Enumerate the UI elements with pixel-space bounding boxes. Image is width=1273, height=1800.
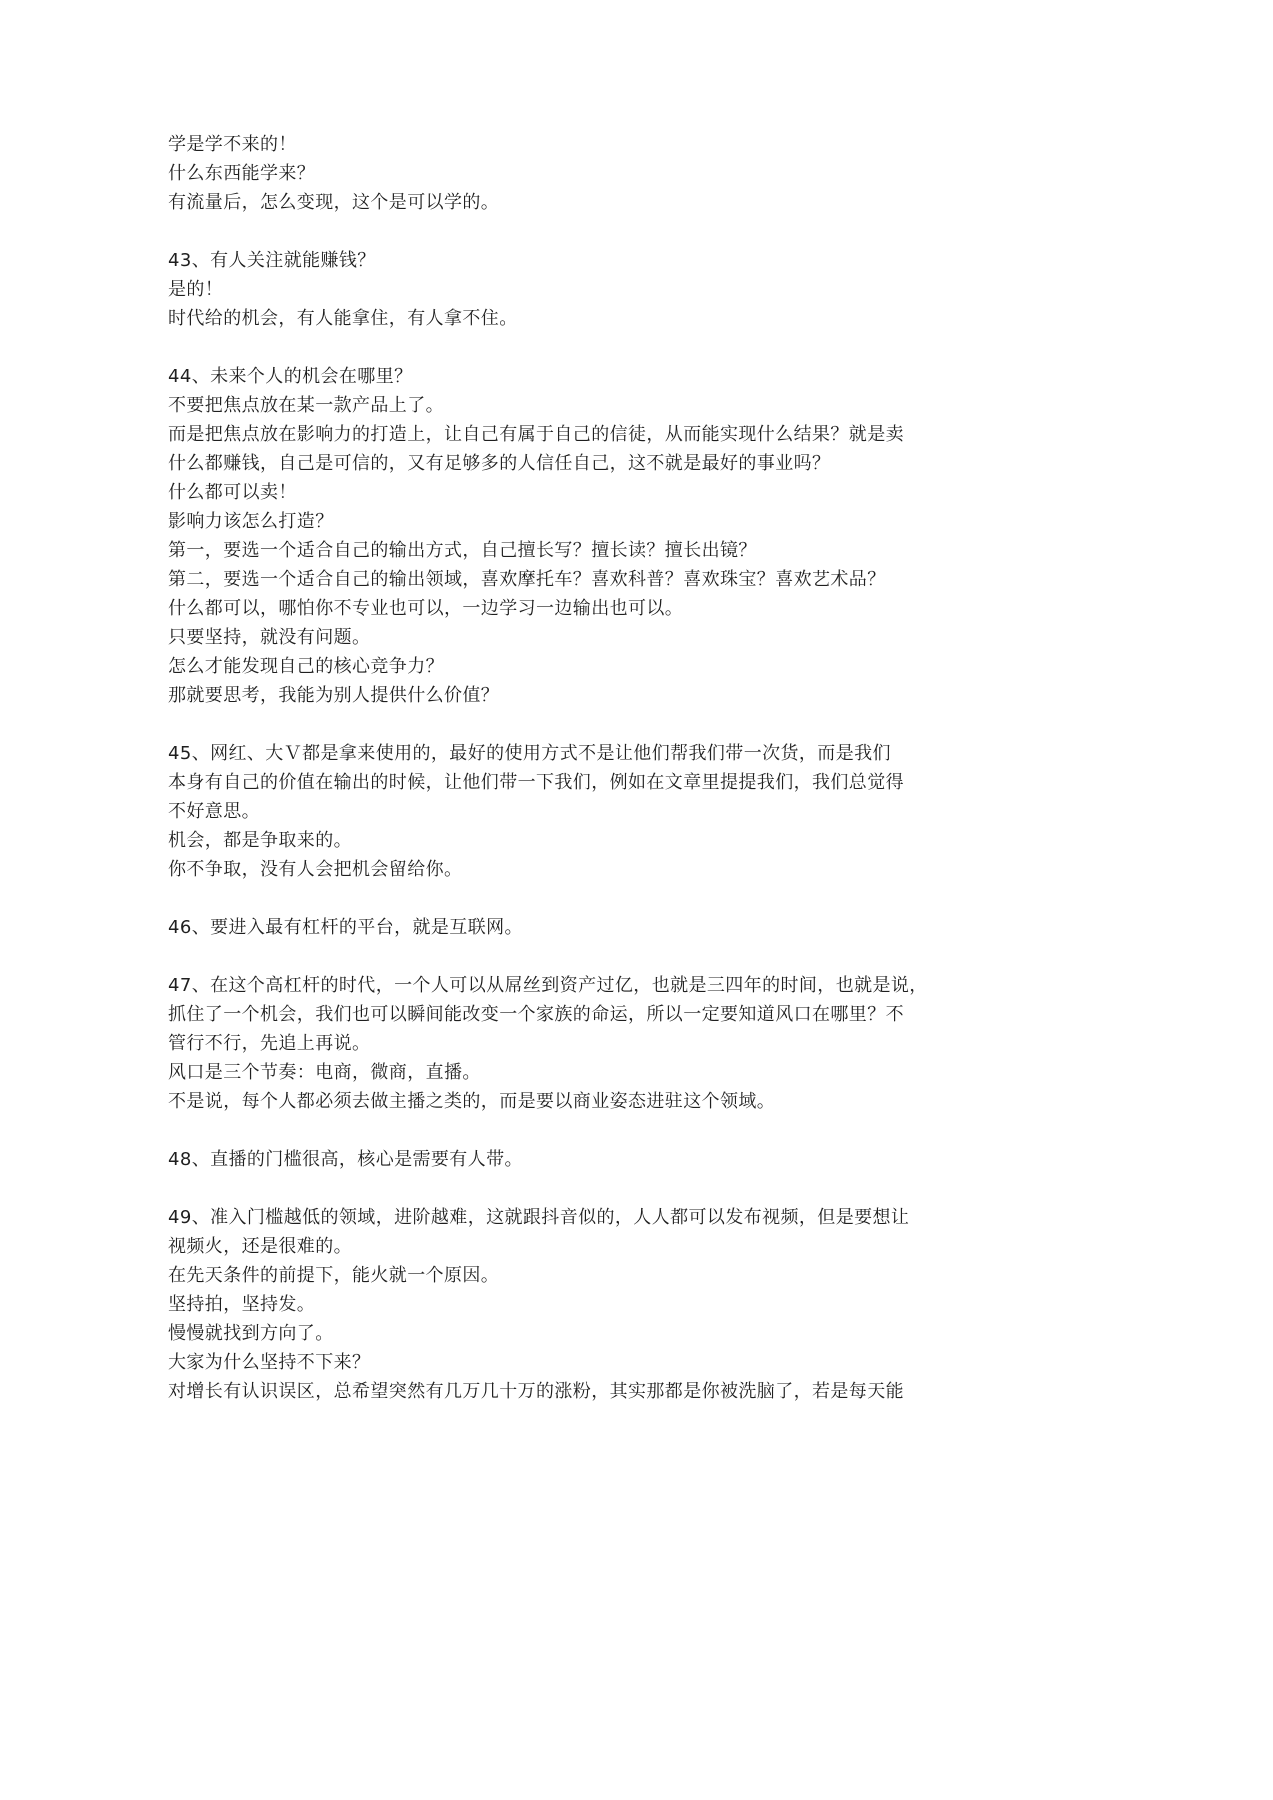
text-line: 怎么才能发现自己的核心竞争力？ bbox=[168, 656, 444, 677]
text-line: 对增长有认识误区，总希望突然有几万几十万的涨粉，其实那都是你被洗脑了，若是每天能 bbox=[168, 1381, 904, 1402]
text-line: 本身有自己的价值在输出的时候，让他们带一下我们，例如在文章里提提我们，我们总觉得 bbox=[168, 772, 904, 793]
paragraph-intro bbox=[168, 130, 948, 217]
text-line: 坚持拍，坚持发。 bbox=[168, 1294, 316, 1315]
text-line: 什么都赚钱，自己是可信的，又有足够多的人信任自己，这不就是最好的事业吗？ bbox=[168, 453, 831, 474]
paragraph-44 bbox=[168, 362, 948, 710]
text-line: 只要坚持，就没有问题。 bbox=[168, 627, 371, 648]
text-line: 而是把焦点放在影响力的打造上，让自己有属于自己的信徒，从而能实现什么结果？就是卖 bbox=[168, 424, 904, 445]
document-body bbox=[168, 130, 948, 1406]
text-line: 什么都可以，哪怕你不专业也可以，一边学习一边输出也可以。 bbox=[168, 598, 684, 619]
text-line: 47、在这个高杠杆的时代，一个人可以从屌丝到资产过亿，也就是三四年的时间，也就是说， bbox=[168, 975, 928, 996]
text-line: 抓住了一个机会，我们也可以瞬间能改变一个家族的命运，所以一定要知道风口在哪里？不 bbox=[168, 1004, 904, 1025]
text-line: 那就要思考，我能为别人提供什么价值？ bbox=[168, 685, 500, 706]
text-line: 43、有人关注就能赚钱？ bbox=[168, 250, 376, 271]
text-line: 时代给的机会，有人能拿住，有人拿不住。 bbox=[168, 308, 518, 329]
text-line: 什么东西能学来？ bbox=[168, 163, 316, 184]
text-line: 什么都可以卖！ bbox=[168, 482, 297, 503]
text-line: 49、准入门槛越低的领域，进阶越难，这就跟抖音似的，人人都可以发布视频，但是要想让 bbox=[168, 1207, 910, 1228]
text-line: 是的！ bbox=[168, 279, 224, 300]
text-line: 慢慢就找到方向了。 bbox=[168, 1323, 334, 1344]
text-line: 有流量后，怎么变现，这个是可以学的。 bbox=[168, 192, 500, 213]
text-line: 影响力该怎么打造？ bbox=[168, 511, 334, 532]
text-line: 风口是三个节奏：电商，微商，直播。 bbox=[168, 1062, 481, 1083]
text-line: 不是说，每个人都必须去做主播之类的，而是要以商业姿态进驻这个领域。 bbox=[168, 1091, 776, 1112]
text-line: 46、要进入最有杠杆的平台，就是互联网。 bbox=[168, 917, 523, 938]
text-line: 学是学不来的！ bbox=[168, 134, 297, 155]
text-line: 管行不行，先追上再说。 bbox=[168, 1033, 371, 1054]
paragraph-43 bbox=[168, 246, 948, 333]
text-line: 44、未来个人的机会在哪里？ bbox=[168, 366, 413, 387]
paragraph-49 bbox=[168, 1203, 948, 1406]
text-line: 48、直播的门槛很高，核心是需要有人带。 bbox=[168, 1149, 523, 1170]
text-line: 视频火，还是很难的。 bbox=[168, 1236, 352, 1257]
text-line: 在先天条件的前提下，能火就一个原因。 bbox=[168, 1265, 500, 1286]
text-line: 机会，都是争取来的。 bbox=[168, 830, 352, 851]
paragraph-48 bbox=[168, 1145, 948, 1174]
text-line: 第二，要选一个适合自己的输出领域，喜欢摩托车？喜欢科普？喜欢珠宝？喜欢艺术品？ bbox=[168, 569, 886, 590]
text-line: 第一，要选一个适合自己的输出方式，自己擅长写？擅长读？擅长出镜？ bbox=[168, 540, 757, 561]
text-line: 你不争取，没有人会把机会留给你。 bbox=[168, 859, 463, 880]
text-line: 不好意思。 bbox=[168, 801, 260, 822]
paragraph-47 bbox=[168, 971, 948, 1116]
text-line: 45、网红、大Ｖ都是拿来使用的，最好的使用方式不是让他们帮我们带一次货，而是我们 bbox=[168, 743, 891, 764]
paragraph-45 bbox=[168, 739, 948, 884]
paragraph-46 bbox=[168, 913, 948, 942]
text-line: 大家为什么坚持不下来？ bbox=[168, 1352, 371, 1373]
text-line: 不要把焦点放在某一款产品上了。 bbox=[168, 395, 444, 416]
